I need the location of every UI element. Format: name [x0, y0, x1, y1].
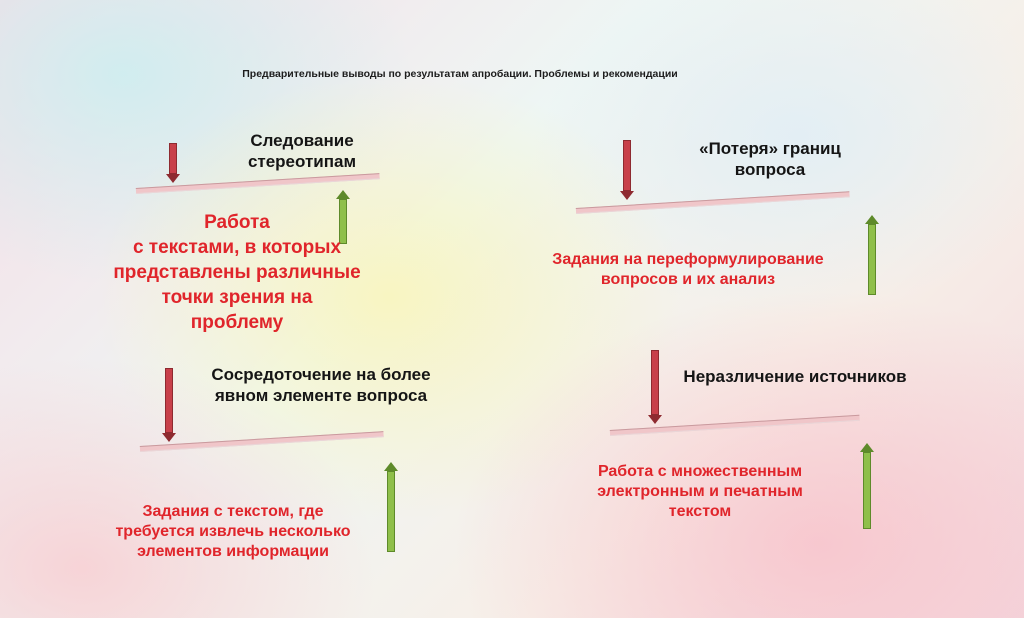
problem-line: Неразличение источников: [683, 367, 907, 386]
problem-line: «Потеря» границ: [699, 139, 841, 158]
up-arrow-icon: [860, 443, 874, 529]
solution-line: вопросов и их анализ: [600, 271, 776, 288]
solution-line: требуется извлечь несколько: [115, 523, 351, 540]
solution-line: Задания на переформулирование: [552, 251, 824, 268]
solution-line: электронным и печатным: [597, 483, 803, 500]
solution-label-3: [80, 502, 386, 562]
problem-line: вопроса: [734, 160, 806, 180]
solution-line: Работа: [204, 212, 270, 233]
problem-line: стереотипам: [247, 152, 357, 172]
solution-line: с текстами, в которых: [132, 237, 342, 259]
divider-line-3: [140, 431, 384, 452]
solution-line: точки зрения на: [161, 287, 313, 309]
problem-label-1: [222, 130, 382, 173]
down-arrow-icon: [162, 368, 176, 442]
problem-label-4: [662, 366, 928, 387]
solution-line: проблему: [190, 312, 284, 334]
up-arrow-icon: [865, 215, 879, 295]
down-arrow-icon: [648, 350, 662, 424]
problem-label-2: [670, 138, 870, 181]
solution-line: представлены различные: [113, 262, 361, 284]
solution-label-4: [560, 462, 840, 522]
solution-label-2: [516, 250, 860, 290]
solution-line: элементов информации: [137, 543, 329, 560]
down-arrow-icon: [620, 140, 634, 200]
problem-line: Следование: [250, 131, 354, 150]
problem-label-3: [190, 364, 452, 407]
slide-title: Предварительные выводы по результатам апробации. Проблемы и рекомендации: [242, 68, 678, 80]
down-arrow-icon: [166, 143, 180, 183]
solution-line: Работа с множественным: [597, 463, 803, 480]
solution-label-1: [92, 210, 382, 335]
problem-line: явном элементе вопроса: [214, 386, 428, 406]
solution-line: текстом: [668, 503, 732, 520]
divider-line-2: [576, 191, 850, 214]
solution-line: Задания с текстом, где: [142, 503, 324, 520]
up-arrow-icon: [384, 462, 398, 552]
problem-line: Сосредоточение на более: [211, 365, 431, 384]
